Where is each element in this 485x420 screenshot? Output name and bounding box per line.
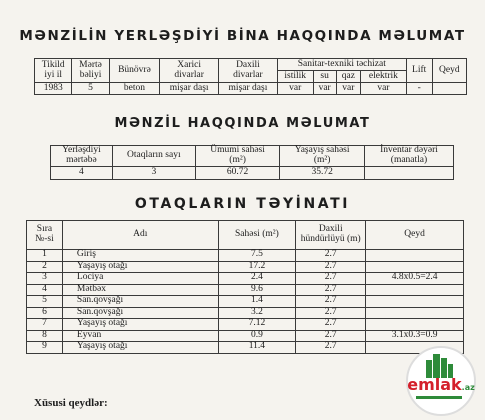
cell-lift: - [406, 83, 432, 95]
cell-room-name: San.qovşağı [62, 307, 218, 319]
cell-note [366, 250, 464, 262]
header-room-name: Adı [62, 221, 218, 250]
header-floor: Yerləşdiyi mərtəbə [51, 146, 113, 167]
cell-number: 2 [27, 261, 63, 273]
header-heating: istilik [277, 71, 313, 83]
table-row [27, 273, 464, 285]
cell-number: 6 [27, 307, 63, 319]
table-row [27, 261, 464, 273]
logo-wordmark [406, 375, 476, 394]
cell-room-name: Yaşayış otağı [62, 319, 218, 331]
apartment-row [51, 166, 454, 179]
cell-height: 2.7 [296, 296, 366, 308]
cell-note: 3.1x0.3=0.9 [366, 330, 464, 342]
cell-room-name: San.qovşağı [62, 296, 218, 308]
header-foundation: Bünövrə [109, 59, 160, 83]
cell-number: 8 [27, 330, 63, 342]
cell-area: 17.2 [218, 261, 296, 273]
table-row [27, 284, 464, 296]
apartment-info-heading: MƏNZİL HAQQINDA MƏLUMAT [114, 116, 371, 131]
cell-height: 2.7 [296, 284, 366, 296]
header-total-area: Ümumi sahəsi (m²) [195, 146, 280, 167]
cell-inner-walls: mişar daşı [219, 83, 278, 95]
header-room-height: Daxili hündürlüyü (m) [296, 221, 366, 250]
table-row [27, 296, 464, 308]
header-inventory: İnventar dəyəri (manatla) [364, 146, 453, 167]
header-year: Tikild iyi il [35, 59, 72, 83]
header-gas: qaz [336, 71, 360, 83]
cell-water: var [313, 83, 336, 95]
cell-height: 2.7 [296, 330, 366, 342]
cell-floor: 4 [51, 166, 113, 179]
header-sanitary: Sanitar-texniki təchizat [277, 59, 406, 71]
building-info-heading: MƏNZİLİN YERLƏŞDİYİ BİNA HAQQINDA MƏLUMAT [19, 28, 466, 44]
rooms-table [26, 220, 464, 354]
header-floors: Mərtə bəliyi [72, 59, 109, 83]
cell-height: 2.7 [296, 342, 366, 354]
cell-inventory [364, 166, 453, 179]
logo-suffix: .az [461, 383, 475, 392]
cell-heating: var [277, 83, 313, 95]
cell-room-name: Lociya [62, 273, 218, 285]
header-inner-walls: Daxili divarlar [219, 59, 278, 83]
cell-note [366, 319, 464, 331]
header-room-area: Sahəsi (m²) [218, 221, 296, 250]
cell-area: 1.4 [218, 296, 296, 308]
header-room-note: Qeyd [366, 221, 464, 250]
logo-underline [416, 396, 462, 399]
cell-room-name: Giriş [62, 250, 218, 262]
cell-room-name: Yaşayış otağı [62, 342, 218, 354]
cell-note [432, 83, 466, 95]
cell-note [366, 296, 464, 308]
cell-room-name: Eyvan [62, 330, 218, 342]
rooms-heading: OTAQLARIN TƏYİNATI [134, 196, 351, 212]
cell-height: 2.7 [296, 261, 366, 273]
cell-foundation: beton [109, 83, 160, 95]
table-row [27, 307, 464, 319]
cell-area: 9.6 [218, 284, 296, 296]
cell-note: 4.8x0.5=2.4 [366, 273, 464, 285]
cell-area: 2.4 [218, 273, 296, 285]
cell-area: 7.12 [218, 319, 296, 331]
cell-height: 2.7 [296, 307, 366, 319]
header-row-number: Sıra №-si [27, 221, 63, 250]
cell-number: 7 [27, 319, 63, 331]
header-water: su [313, 71, 336, 83]
cell-number: 5 [27, 296, 63, 308]
cell-area: 7.5 [218, 250, 296, 262]
cell-area: 3.2 [218, 307, 296, 319]
logo-brand: emlak [407, 375, 462, 394]
cell-room-name: Mətbəx [62, 284, 218, 296]
cell-number: 1 [27, 250, 63, 262]
cell-gas: var [336, 83, 360, 95]
header-outer-walls: Xarici divarlar [160, 59, 219, 83]
cell-note [366, 261, 464, 273]
special-notes-label: Xüsusi qeydlər: [34, 397, 108, 409]
cell-room-count: 3 [112, 166, 195, 179]
cell-note [366, 284, 464, 296]
emlak-logo [398, 340, 480, 418]
cell-floors: 5 [72, 83, 109, 95]
apartment-table [50, 145, 454, 180]
table-row [27, 319, 464, 331]
cell-area: 0.9 [218, 330, 296, 342]
header-note: Qeyd [432, 59, 466, 83]
cell-outer-walls: mişar daşı [160, 83, 219, 95]
cell-living-area: 35.72 [280, 166, 365, 179]
cell-electric: var [361, 83, 407, 95]
cell-height: 2.7 [296, 250, 366, 262]
cell-area: 11.4 [218, 342, 296, 354]
header-living-area: Yaşayış sahəsi (m²) [280, 146, 365, 167]
building-row [35, 83, 467, 95]
cell-number: 9 [27, 342, 63, 354]
header-room-count: Otaqların sayı [112, 146, 195, 167]
table-row [27, 250, 464, 262]
building-table [34, 58, 467, 95]
cell-number: 3 [27, 273, 63, 285]
cell-room-name: Yaşayış otağı [62, 261, 218, 273]
cell-number: 4 [27, 284, 63, 296]
cell-height: 2.7 [296, 319, 366, 331]
header-electric: elektrik [361, 71, 407, 83]
header-lift: Lift [406, 59, 432, 83]
cell-height: 2.7 [296, 273, 366, 285]
cell-year: 1983 [35, 83, 72, 95]
cell-total-area: 60.72 [195, 166, 280, 179]
cell-note [366, 307, 464, 319]
